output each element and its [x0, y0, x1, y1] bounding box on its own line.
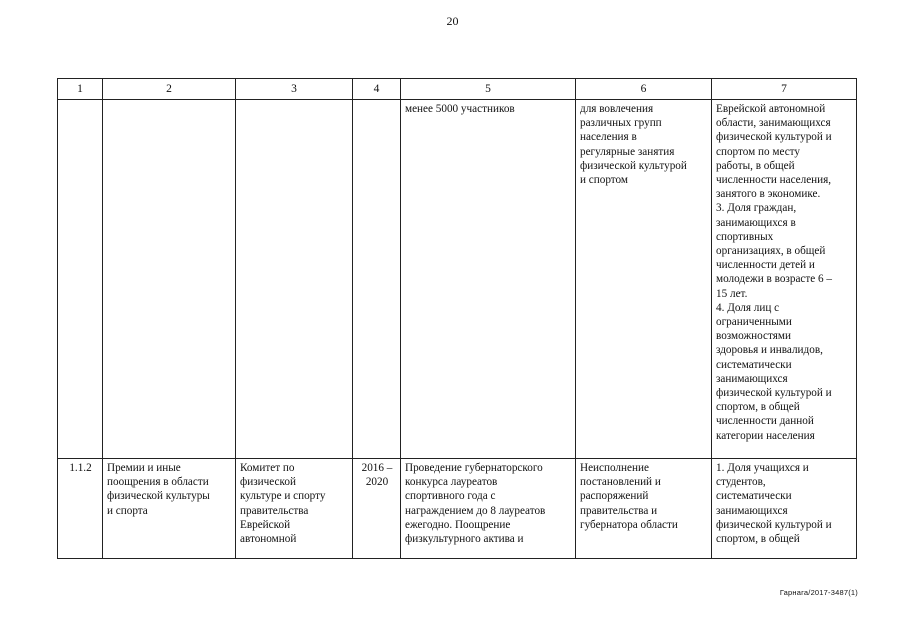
table-row: [58, 459, 857, 559]
header-cell-2: 2: [103, 79, 236, 100]
header-cell-6: 6: [576, 79, 712, 100]
cell-expected-result: менее 5000 участников: [401, 100, 576, 459]
cell-indicators: Еврейской автономной области, занимающихся физической культурой и спортом по месту работы, в общей численности населения, занятого в экономике. 3. Доля граждан, занимающихся в спортивных организациях, в общей численности детей и молодежи в возрасте 6 – 15 лет. 4. Доля лиц с ограниченными возможностями здоровья и инвалидов, систематически занимающихся физической культурой и спортом, в общей численности данной категории населения: [712, 100, 857, 459]
cell-measure-name: Премии и иные поощрения в области физической культуры и спорта: [103, 459, 236, 559]
cell-expected-result: Проведение губернаторского конкурса лауреатов спортивного года с награждением до 8 лауреатов ежегодно. Поощрение физкультурного актива и: [401, 459, 576, 559]
cell-consequences: Неисполнение постановлений и распоряжений правительства и губернатора области: [576, 459, 712, 559]
cell-executor: [236, 100, 353, 459]
header-cell-5: 5: [401, 79, 576, 100]
document-code: Гарнага/2017-3487(1): [779, 588, 858, 597]
cell-indicators: 1. Доля учащихся и студентов, систематически занимающихся физической культурой и спортом, в общей: [712, 459, 857, 559]
cell-number: 1.1.2: [58, 459, 103, 559]
cell-consequences: для вовлечения различных групп населения в регулярные занятия физической культурой и спортом: [576, 100, 712, 459]
table-row: [58, 100, 857, 459]
header-cell-3: 3: [236, 79, 353, 100]
program-table: [57, 78, 857, 559]
cell-number: [58, 100, 103, 459]
table-header-row: [58, 79, 857, 100]
cell-period: 2016 – 2020: [353, 459, 401, 559]
page-number: 20: [446, 14, 459, 28]
cell-period: [353, 100, 401, 459]
header-cell-1: 1: [58, 79, 103, 100]
cell-executor: Комитет по физической культуре и спорту правительства Еврейской автономной: [236, 459, 353, 559]
cell-measure-name: [103, 100, 236, 459]
header-cell-4: 4: [353, 79, 401, 100]
header-cell-7: 7: [712, 79, 857, 100]
